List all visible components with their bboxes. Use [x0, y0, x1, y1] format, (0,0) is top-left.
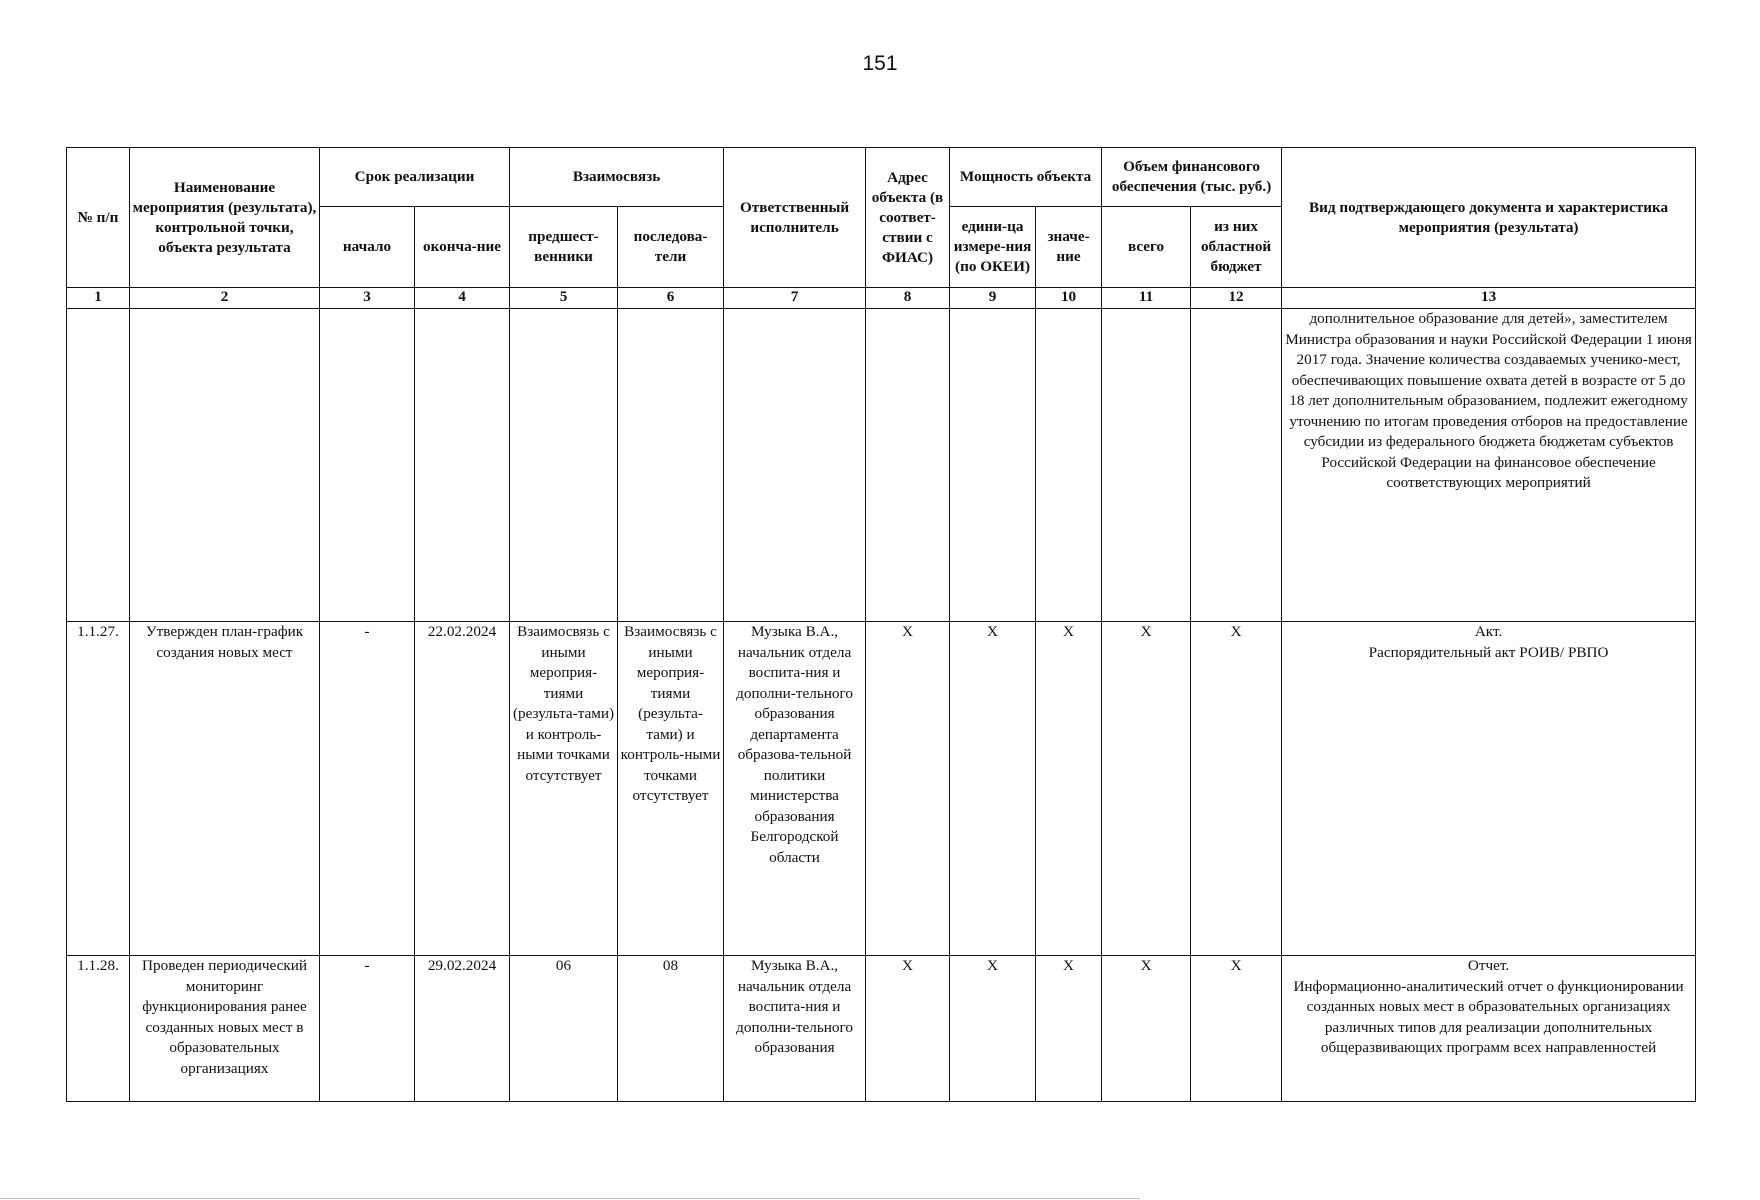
header-predecessors: предшест-венники: [510, 207, 618, 288]
column-number: 8: [866, 288, 950, 309]
row-end: 22.02.2024: [415, 622, 510, 956]
row-end: 29.02.2024: [415, 956, 510, 1102]
row-start: -: [320, 622, 415, 956]
row-value: Х: [1036, 956, 1102, 1102]
row-number: 1.1.27.: [67, 622, 130, 956]
column-number: 2: [130, 288, 320, 309]
empty-cell: [320, 309, 415, 622]
header-name: Наименование мероприятия (результата), контрольной точки, объекта результата: [130, 148, 320, 288]
row-document-type: Акт.: [1474, 623, 1503, 640]
row-document-type: Отчет.: [1467, 957, 1510, 974]
row-total: Х: [1102, 622, 1191, 956]
row-address: Х: [866, 622, 950, 956]
header-unit: едини-ца измере-ния (по ОКЕИ): [950, 207, 1036, 288]
table-row: [67, 622, 1696, 956]
column-number: 9: [950, 288, 1036, 309]
column-number: 5: [510, 288, 618, 309]
header-relation: Взаимосвязь: [510, 148, 724, 207]
row-document: [1282, 956, 1696, 1102]
column-number: 10: [1036, 288, 1102, 309]
row-successors: Взаимосвязь с иными мероприя-тиями (результа-тами) и контроль-ными точками отсутствует: [618, 622, 724, 956]
row-successors: 08: [618, 956, 724, 1102]
header-value: значе-ние: [1036, 207, 1102, 288]
header-total: всего: [1102, 207, 1191, 288]
header-term: Срок реализации: [320, 148, 510, 207]
row-regional: Х: [1191, 956, 1282, 1102]
row-document: [1282, 622, 1696, 956]
row-total: Х: [1102, 956, 1191, 1102]
row-number: 1.1.28.: [67, 956, 130, 1102]
row-unit: Х: [950, 622, 1036, 956]
continued-document-text: дополнительное образование для детей», заместителем Министра образования и науки Российской Федерации 1 июня 2017 года. Значение количества создаваемых ученико-мест, обеспечивающих повышение охвата детей в возрасте от 5 до 18 лет дополнительным образованием, подлежит ежегодному уточнению по итогам проведения отборов на предоставление субсидии из федерального бюджета бюджетам субъектов Российской Федерации на финансовое обеспечение соответствующих мероприятий: [1282, 309, 1696, 622]
header-finance: Объем финансового обеспечения (тыс. руб.): [1102, 148, 1282, 207]
empty-cell: [1191, 309, 1282, 622]
page-number: 151: [862, 52, 898, 75]
empty-cell: [866, 309, 950, 622]
empty-cell: [67, 309, 130, 622]
row-start: -: [320, 956, 415, 1102]
empty-cell: [950, 309, 1036, 622]
column-number: 4: [415, 288, 510, 309]
scan-edge-line: [0, 1198, 1140, 1199]
empty-cell: [724, 309, 866, 622]
row-responsible: Музыка В.А., начальник отдела воспита-ния и дополни-тельного образования департамента образова-тельной политики министерства образования Белгородской области: [724, 622, 866, 956]
table-row-continuation: [67, 309, 1696, 622]
header-document: Вид подтверждающего документа и характеристика мероприятия (результата): [1282, 148, 1696, 288]
header-capacity: Мощность объекта: [950, 148, 1102, 207]
header-responsible: Ответственный исполнитель: [724, 148, 866, 288]
table-row: [67, 956, 1696, 1102]
row-document-description: Информационно-аналитический отчет о функционировании созданных новых мест в образовательных организациях различных типов для реализации дополнительных общеразвивающих программ всех направленностей: [1293, 977, 1684, 1056]
header-term-end: оконча-ние: [415, 207, 510, 288]
empty-cell: [1102, 309, 1191, 622]
empty-cell: [130, 309, 320, 622]
header-number: № п/п: [67, 148, 130, 288]
column-number: 6: [618, 288, 724, 309]
row-predecessors: 06: [510, 956, 618, 1102]
row-address: Х: [866, 956, 950, 1102]
header-address: Адрес объекта (в соответ-ствии с ФИАС): [866, 148, 950, 288]
row-predecessors: Взаимосвязь с иными мероприя-тиями (результа-тами) и контроль-ными точками отсутствует: [510, 622, 618, 956]
column-number: 12: [1191, 288, 1282, 309]
header-regional: из них областной бюджет: [1191, 207, 1282, 288]
row-value: Х: [1036, 622, 1102, 956]
row-name: Проведен периодический мониторинг функционирования ранее созданных новых мест в образовательных организациях: [130, 956, 320, 1102]
column-number: 3: [320, 288, 415, 309]
header-term-start: начало: [320, 207, 415, 288]
row-unit: Х: [950, 956, 1036, 1102]
header-row-top: [67, 148, 1696, 207]
column-number: 13: [1282, 288, 1696, 309]
column-number: 7: [724, 288, 866, 309]
implementation-plan-table: [66, 147, 1696, 1102]
column-number: 11: [1102, 288, 1191, 309]
row-name: Утвержден план-график создания новых мест: [130, 622, 320, 956]
empty-cell: [618, 309, 724, 622]
empty-cell: [510, 309, 618, 622]
row-document-description: Распорядительный акт РОИВ/ РВПО: [1368, 643, 1609, 661]
row-regional: Х: [1191, 622, 1282, 956]
empty-cell: [415, 309, 510, 622]
header-successors: последова-тели: [618, 207, 724, 288]
empty-cell: [1036, 309, 1102, 622]
column-number: 1: [67, 288, 130, 309]
row-responsible: Музыка В.А., начальник отдела воспита-ния и дополни-тельного образования: [724, 956, 866, 1102]
column-number-row: [67, 288, 1696, 309]
